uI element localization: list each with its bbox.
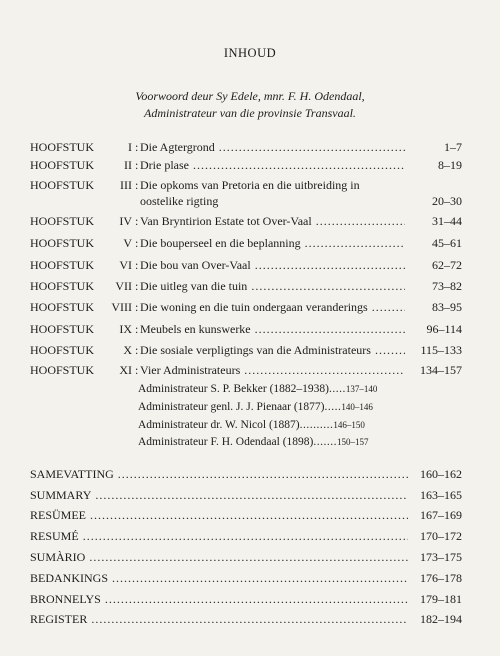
chapter-title: Drie plase ..... <box>140 157 405 173</box>
chapter-row-6: HOOFSTUK VI : Die bou van Over-Vaal ..... 62–72 <box>0 257 500 273</box>
backmatter-pages: 179–181 <box>420 592 462 606</box>
chapter-title: Die bou van Over-Vaal ..... <box>140 257 405 273</box>
backmatter-pages: 170–172 <box>420 529 462 543</box>
chapter-label: HOOFSTUK <box>30 214 95 228</box>
chapter-pages: 83–95 <box>432 300 462 314</box>
subentry-row-3 <box>138 417 408 433</box>
subentry-title: Administrateur dr. W. Nicol (1887) <box>138 419 300 431</box>
chapter-pages: 8–19 <box>438 158 462 172</box>
backmatter-row-3 <box>0 507 500 523</box>
backmatter-pages: 173–175 <box>420 550 462 564</box>
chapter-title: Die opkoms van Pretoria en die uitbreiding in oostelike rigting <box>140 178 360 208</box>
backmatter-row-5 <box>0 549 500 565</box>
backmatter-title: SUMÀRIO ..... <box>30 549 408 565</box>
chapter-row-11: HOOFSTUK XI : Vier Administrateurs ..... 134–157 <box>0 362 500 378</box>
backmatter-row-8 <box>0 611 500 627</box>
backmatter-title: SUMMARY ..... <box>30 487 408 503</box>
backmatter-title: BRONNELYS ..... <box>30 591 408 607</box>
chapter-number: IX <box>119 322 132 336</box>
subentry-row-2 <box>138 399 408 415</box>
backmatter-pages: 176–178 <box>420 571 462 585</box>
chapter-label: HOOFSTUK <box>30 279 95 293</box>
backmatter-row-1 <box>0 466 500 482</box>
chapter-label: HOOFSTUK <box>30 158 95 172</box>
chapter-title: Vier Administrateurs ..... <box>140 362 405 378</box>
subentry-leader: ....... <box>313 436 337 448</box>
backmatter-pages: 167–169 <box>420 508 462 522</box>
chapter-row-2: HOOFSTUK II : Drie plase ..... 8–19 <box>0 157 500 173</box>
subentry-title: Administrateur S. P. Bekker (1882–1938) <box>138 383 330 395</box>
subentry-pages: 150–157 <box>337 437 369 447</box>
chapter-number: V <box>123 236 132 250</box>
chapter-pages: 134–157 <box>420 363 462 377</box>
chapter-title: Van Bryntirion Estate tot Over-Vaal ..... <box>140 213 405 229</box>
chapter-number: VI <box>119 258 132 272</box>
chapter-number: III <box>120 178 132 192</box>
chapter-pages: 115–133 <box>420 343 462 357</box>
chapter-pages: 20–30 <box>432 194 462 208</box>
backmatter-pages: 182–194 <box>420 612 462 626</box>
chapter-pages: 73–82 <box>432 279 462 293</box>
chapter-label: HOOFSTUK <box>30 236 95 250</box>
chapter-row-7: HOOFSTUK VII : Die uitleg van die tuin ..... 73–82 <box>0 278 500 294</box>
subentry-leader: .......... <box>299 419 334 431</box>
chapter-row-3: HOOFSTUK III : Die opkoms van Pretoria en die uitbreiding in oostelike rigting 20–30 <box>30 178 462 208</box>
chapter-row-1: HOOFSTUK I : Die Agtergrond ..... 1–7 <box>0 139 500 155</box>
backmatter-row-7 <box>0 591 500 607</box>
chapter-pages: 62–72 <box>432 258 462 272</box>
chapter-label: HOOFSTUK <box>30 300 95 314</box>
subentry-pages: 137–140 <box>345 384 378 394</box>
backmatter-title: SAMEVATTING ..... <box>30 466 408 482</box>
chapter-title: Meubels en kunswerke ..... <box>140 321 405 337</box>
backmatter-title: RESUMÉ ..... <box>30 528 408 544</box>
backmatter-title: RESÜMEE ..... <box>30 507 408 523</box>
chapter-number: X <box>123 343 132 357</box>
subentry-row-4 <box>138 434 408 450</box>
foreword-line-2: Administrateur van die provinsie Transvaal. <box>144 106 356 120</box>
chapter-label: HOOFSTUK <box>30 322 95 336</box>
backmatter-row-4 <box>0 528 500 544</box>
subentry-title: Administrateur F. H. Odendaal (1898) <box>138 436 314 448</box>
chapter-title: Die uitleg van die tuin ..... <box>140 278 405 294</box>
chapter-number: I <box>128 140 132 154</box>
backmatter-row-6 <box>0 570 500 586</box>
chapter-row-5: HOOFSTUK V : Die bouperseel en die beplanning ..... 45–61 <box>0 235 500 251</box>
chapter-row-4: HOOFSTUK IV : Van Bryntirion Estate tot Over-Vaal ..... 31–44 <box>0 213 500 229</box>
chapter-number: II <box>124 158 132 172</box>
chapter-title: Die Agtergrond ..... <box>140 139 405 155</box>
chapter-number: XI <box>119 363 132 377</box>
subentry-pages: 140–146 <box>341 402 373 412</box>
page-title: INHOUD <box>223 46 277 60</box>
chapter-label: HOOFSTUK <box>30 178 95 192</box>
chapter-pages: 96–114 <box>426 322 462 336</box>
backmatter-pages: 160–162 <box>420 467 462 481</box>
subentry-pages: 146–150 <box>333 420 365 430</box>
chapter-number: VIII <box>111 300 132 314</box>
chapter-row-8: HOOFSTUK VIII : Die woning en die tuin ondergaan veranderings ..... 83–95 <box>0 299 500 315</box>
chapter-title: Die woning en die tuin ondergaan veranderings ..... <box>140 299 405 315</box>
chapter-number: VII <box>115 279 132 293</box>
subentry-row-1 <box>138 381 408 397</box>
subentry-title: Administrateur genl. J. J. Pienaar (1877) <box>138 401 325 413</box>
chapter-label: HOOFSTUK <box>30 140 95 154</box>
foreword-entry <box>0 88 500 122</box>
chapter-number: IV <box>119 214 132 228</box>
subentry-leader: ..... <box>329 383 346 395</box>
chapter-row-10: HOOFSTUK X : Die sosiale verpligtings van die Administrateurs ..... 115–133 <box>0 342 500 358</box>
backmatter-row-2 <box>0 487 500 503</box>
foreword-line-1: Voorwoord deur Sy Edele, mnr. F. H. Odendaal, <box>135 89 365 103</box>
backmatter-pages: 163–165 <box>420 488 462 502</box>
chapter-title: Die sosiale verpligtings van die Administrateurs ..... <box>140 342 405 358</box>
chapter-pages: 45–61 <box>432 236 462 250</box>
subentry-leader: ..... <box>324 401 342 413</box>
chapter-label: HOOFSTUK <box>30 343 95 357</box>
backmatter-title: REGISTER ..... <box>30 611 408 627</box>
chapter-label: HOOFSTUK <box>30 363 95 377</box>
chapter-row-9: HOOFSTUK IX : Meubels en kunswerke ..... 96–114 <box>0 321 500 337</box>
chapter-pages: 31–44 <box>432 214 462 228</box>
chapter-label: HOOFSTUK <box>30 258 95 272</box>
chapter-title: Die bouperseel en die beplanning ..... <box>140 235 405 251</box>
chapter-pages: 1–7 <box>444 140 462 154</box>
backmatter-title: BEDANKINGS ..... <box>30 570 408 586</box>
